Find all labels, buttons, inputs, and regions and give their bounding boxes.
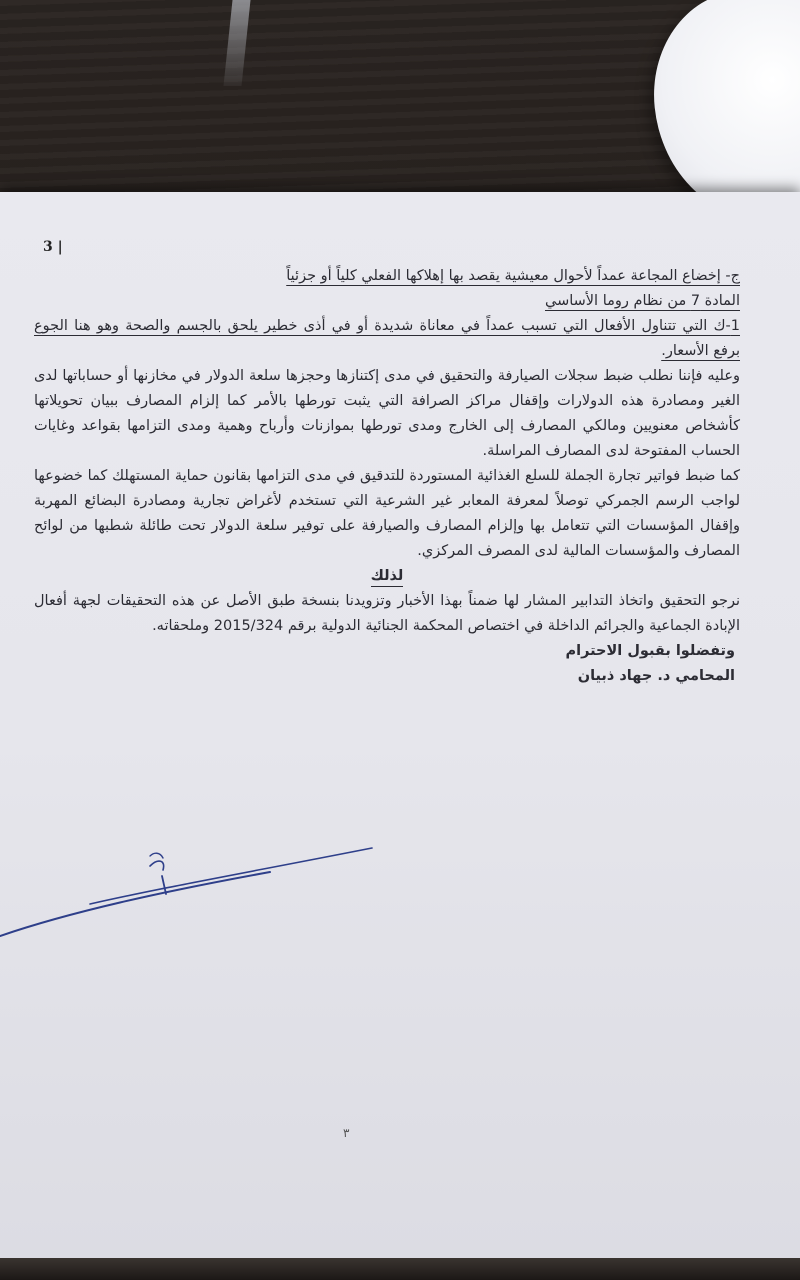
signature (0, 832, 400, 942)
item-k: 1-ك التي تتناول الأفعال التي تسبب عمداً في معاناة شديدة أو في أذى خطير يلحق بالجسم والصحة وهو هنا الجوع برفع الأسعار. (34, 318, 740, 359)
regards-line: وتفضلوا بقبول الاحترام (565, 643, 735, 659)
paragraph-request: نرجو التحقيق واتخاذ التدابير المشار لها ضمناً بهذا الأخبار وتزويدنا بنسخة طبق الأصل عن هذه التحقيقات لجهة أفعال الإبادة الجماعية والجرائم الداخلة في اختصاص المحكمة الجنائية الدولية برقم 2015/324 وملحقاته. (34, 593, 740, 634)
document-page (0, 192, 800, 1260)
desk-edge (0, 1258, 800, 1280)
rome-statute-reference: المادة 7 من نظام روما الأساسي (544, 293, 740, 309)
closing-heading (34, 564, 740, 589)
closing-heading-text: لذلك (371, 568, 404, 587)
paragraph-invoices: كما ضبط فواتير تجارة الجملة للسلع الغذائية المستوردة للتدقيق في مدى التزامها بقانون حماية المستهلك كما خضوعها لواجب الرسم الجمركي توصلاً لمعرفة المعابر غير الشرعية التي تستخدم لأغراض تجارية ومصادرة البضائع المهربة وإقفال المؤسسات التي تتعامل بها وإلزام المصارف والصيارفة على توفير سلعة الدولار تحت طائلة شطبها من لوائح المصارف والمؤسسات المالية لدى المصرف المركزي. (34, 468, 740, 559)
document-body (34, 264, 740, 689)
item-j: ج- إخضاع المجاعة عمداً لأحوال معيشية يقصد بها إهلاكها الفعلي كلياً أو جزئياً (286, 268, 740, 284)
page-header-number: 3 | (43, 239, 63, 255)
footer-page-number: ٣ (343, 1126, 350, 1140)
paragraph-banks: وعليه فإننا نطلب ضبط سجلات الصيارفة والتحقيق في مدى إكتنازها وحجزها سلعة الدولار في مخازنها أو حساباتها لدى الغير ومصادرة هذه الدولارات وإقفال مراكز الصرافة التي يثبت تورطها بالأمر كما إلزام المصارف ببيان تحويلاتها كأشخاص معنويين ومالكي المصارف إلى الخارج ومدى تورطها بموازنات وأرباح وهمية ومدى التزامها بقواعد وغايات الحساب المفتوحة لدى المصارف المراسلة. (34, 368, 740, 459)
lawyer-name: المحامي د. جهاد ذبيان (577, 668, 735, 684)
